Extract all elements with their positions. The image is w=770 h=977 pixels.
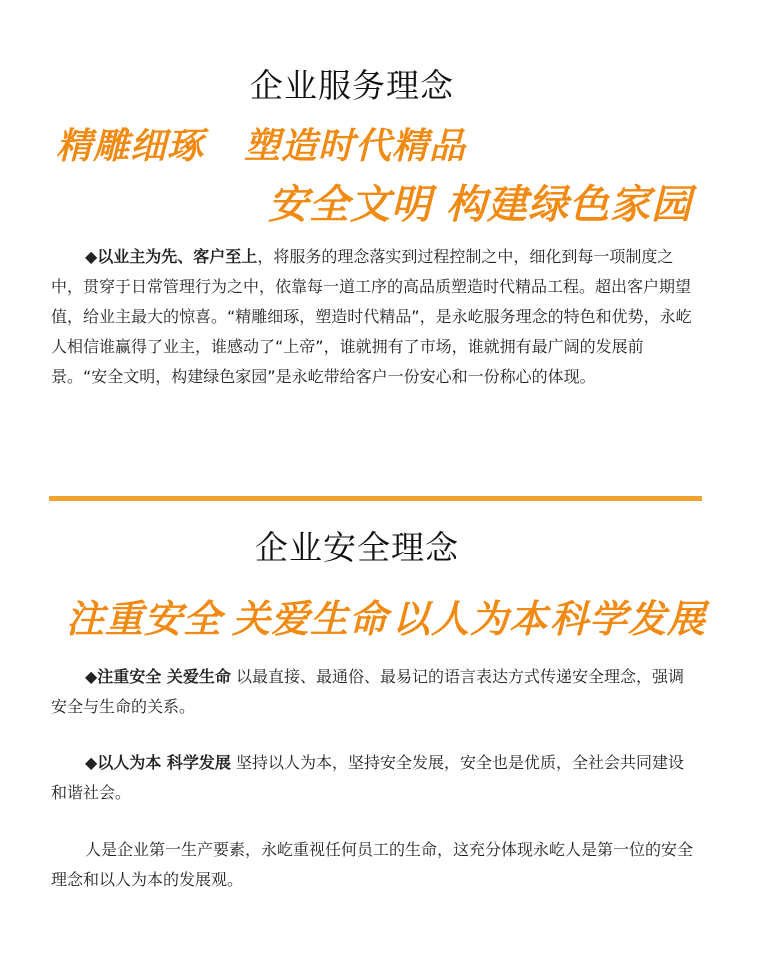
section-divider: [49, 496, 702, 501]
service-paragraph-body: ，将服务的理念落实到过程控制之中，细化到每一项制度之中，贯穿于日常管理行为之中，依靠每一道工序的高品质塑造时代精品工程。超出客户期望值，给业主最大的惊喜。“精雕细琢，塑造时代精品”，是永屹服务理念的特色和优势，永屹人相信谁赢得了业主，谁感动了“上帝”，谁就拥有了市场，谁就拥有最广阔的发展前景。“安全文明，构建绿色家园”是永屹带给客户一份安心和一份称心的体现。: [51, 247, 692, 386]
safety-slogan-3: 以人为本: [392, 596, 549, 641]
safety-paragraph-1-body: 以最直接、最通俗、最易记的语言表达方式传递安全理念，强调安全与生命的关系。: [51, 667, 684, 716]
safety-paragraph-2-lead: ◆以人为本 科学发展: [85, 753, 231, 772]
service-title: 企业服务理念: [250, 66, 454, 105]
safety-slogan-2: 关爱生命: [232, 596, 389, 641]
safety-paragraph-2-body: 坚持以人为本，坚持安全发展，安全也是优质，全社会共同建设和谐社会。: [51, 753, 684, 802]
safety-paragraph-3-body: 人是企业第一生产要素，永屹重视任何员工的生命，这充分体现永屹人是第一位的安全理念和以人为本的发展观。: [51, 840, 694, 889]
safety-slogan-4: 科学发展: [550, 596, 707, 641]
service-paragraph-lead: ◆以业主为先、客户至上: [85, 247, 258, 266]
service-slogan-3: 安全文明: [268, 181, 432, 228]
service-paragraph: [51, 242, 699, 392]
safety-paragraph-1-lead: ◆注重安全 关爱生命: [85, 667, 231, 686]
service-slogan-4: 构建绿色家园: [446, 181, 692, 228]
service-slogan-1: 精雕细琢: [56, 125, 205, 167]
service-slogan-2: 塑造时代精品: [244, 125, 467, 167]
safety-paragraph-3: [51, 835, 699, 895]
safety-slogan-1: 注重安全: [66, 596, 223, 641]
safety-paragraph-2: [51, 748, 699, 808]
safety-paragraph-1: [51, 662, 699, 722]
safety-title: 企业安全理念: [255, 528, 459, 567]
